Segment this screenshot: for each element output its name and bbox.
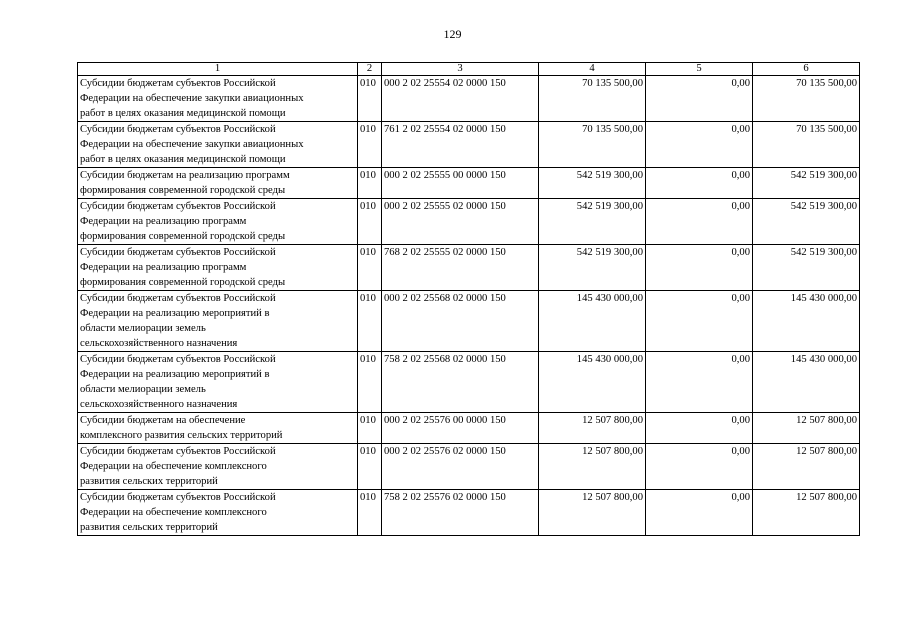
description-line: сельскохозяйственного назначения bbox=[80, 399, 238, 410]
row-description bbox=[78, 413, 358, 444]
row-description bbox=[78, 490, 358, 536]
description-line: комплексного развития сельских территорий bbox=[80, 430, 283, 441]
total-cell: 70 135 500,00 bbox=[753, 76, 860, 122]
row-description bbox=[78, 352, 358, 413]
budget-code-cell: 000 2 02 25555 00 0000 150 bbox=[382, 168, 539, 199]
description-line: Субсидии бюджетам на обеспечение bbox=[80, 415, 246, 426]
change-cell: 0,00 bbox=[646, 444, 753, 490]
column-header: 4 bbox=[539, 63, 646, 76]
admin-code-cell: 010 bbox=[358, 291, 382, 352]
change-cell: 0,00 bbox=[646, 291, 753, 352]
row-description bbox=[78, 245, 358, 291]
change-cell: 0,00 bbox=[646, 490, 753, 536]
description-line: формирования современной городской среды bbox=[80, 231, 286, 242]
budget-table bbox=[77, 62, 860, 536]
description-line: Федерации на обеспечение комплексного bbox=[80, 507, 267, 518]
table-row bbox=[78, 444, 860, 490]
budget-code-cell: 758 2 02 25576 02 0000 150 bbox=[382, 490, 539, 536]
amount-cell: 145 430 000,00 bbox=[539, 352, 646, 413]
table-row bbox=[78, 352, 860, 413]
description-line: Федерации на обеспечение закупки авиационных bbox=[80, 93, 304, 104]
description-line: работ в целях оказания медицинской помощи bbox=[80, 108, 286, 119]
description-line: Федерации на реализацию программ bbox=[80, 216, 247, 227]
row-description bbox=[78, 444, 358, 490]
total-cell: 12 507 800,00 bbox=[753, 490, 860, 536]
description-line: Федерации на обеспечение закупки авиационных bbox=[80, 139, 304, 150]
change-cell: 0,00 bbox=[646, 122, 753, 168]
change-cell: 0,00 bbox=[646, 245, 753, 291]
description-line: Субсидии бюджетам субъектов Российской bbox=[80, 247, 276, 258]
description-line: Федерации на реализацию мероприятий в bbox=[80, 308, 270, 319]
description-line: сельскохозяйственного назначения bbox=[80, 338, 238, 349]
column-header: 2 bbox=[358, 63, 382, 76]
budget-code-cell: 000 2 02 25576 00 0000 150 bbox=[382, 413, 539, 444]
description-line: Субсидии бюджетам субъектов Российской bbox=[80, 354, 276, 365]
description-line: Субсидии бюджетам субъектов Российской bbox=[80, 446, 276, 457]
description-line: формирования современной городской среды bbox=[80, 277, 286, 288]
budget-code-cell: 768 2 02 25555 02 0000 150 bbox=[382, 245, 539, 291]
row-description bbox=[78, 122, 358, 168]
budget-code-cell: 761 2 02 25554 02 0000 150 bbox=[382, 122, 539, 168]
row-description bbox=[78, 291, 358, 352]
column-header: 5 bbox=[646, 63, 753, 76]
total-cell: 12 507 800,00 bbox=[753, 444, 860, 490]
admin-code-cell: 010 bbox=[358, 413, 382, 444]
amount-cell: 12 507 800,00 bbox=[539, 413, 646, 444]
admin-code-cell: 010 bbox=[358, 490, 382, 536]
table-row bbox=[78, 245, 860, 291]
table-row bbox=[78, 490, 860, 536]
page-number: 129 bbox=[443, 27, 462, 41]
description-line: Субсидии бюджетам субъектов Российской bbox=[80, 293, 276, 304]
description-line: Субсидии бюджетам субъектов Российской bbox=[80, 201, 276, 212]
table-row bbox=[78, 168, 860, 199]
budget-code-cell: 000 2 02 25576 02 0000 150 bbox=[382, 444, 539, 490]
column-header: 1 bbox=[78, 63, 358, 76]
change-cell: 0,00 bbox=[646, 352, 753, 413]
amount-cell: 70 135 500,00 bbox=[539, 76, 646, 122]
column-header: 3 bbox=[382, 63, 539, 76]
budget-code-cell: 000 2 02 25568 02 0000 150 bbox=[382, 291, 539, 352]
table-row bbox=[78, 76, 860, 122]
table-row bbox=[78, 199, 860, 245]
budget-code-cell: 000 2 02 25554 02 0000 150 bbox=[382, 76, 539, 122]
amount-cell: 145 430 000,00 bbox=[539, 291, 646, 352]
row-description bbox=[78, 168, 358, 199]
description-line: Субсидии бюджетам субъектов Российской bbox=[80, 492, 276, 503]
description-line: формирования современной городской среды bbox=[80, 185, 286, 196]
row-description bbox=[78, 76, 358, 122]
total-cell: 12 507 800,00 bbox=[753, 413, 860, 444]
total-cell: 145 430 000,00 bbox=[753, 291, 860, 352]
description-line: Федерации на реализацию мероприятий в bbox=[80, 369, 270, 380]
admin-code-cell: 010 bbox=[358, 76, 382, 122]
change-cell: 0,00 bbox=[646, 168, 753, 199]
admin-code-cell: 010 bbox=[358, 199, 382, 245]
column-header: 6 bbox=[753, 63, 860, 76]
budget-code-cell: 000 2 02 25555 02 0000 150 bbox=[382, 199, 539, 245]
total-cell: 542 519 300,00 bbox=[753, 199, 860, 245]
description-line: развития сельских территорий bbox=[80, 476, 218, 487]
amount-cell: 542 519 300,00 bbox=[539, 199, 646, 245]
total-cell: 70 135 500,00 bbox=[753, 122, 860, 168]
total-cell: 542 519 300,00 bbox=[753, 168, 860, 199]
total-cell: 145 430 000,00 bbox=[753, 352, 860, 413]
amount-cell: 542 519 300,00 bbox=[539, 168, 646, 199]
admin-code-cell: 010 bbox=[358, 245, 382, 291]
description-line: Субсидии бюджетам на реализацию программ bbox=[80, 170, 290, 181]
table-row bbox=[78, 291, 860, 352]
budget-code-cell: 758 2 02 25568 02 0000 150 bbox=[382, 352, 539, 413]
table-row bbox=[78, 122, 860, 168]
description-line: развития сельских территорий bbox=[80, 522, 218, 533]
table-header-row bbox=[78, 63, 860, 76]
description-line: Федерации на реализацию программ bbox=[80, 262, 247, 273]
description-line: работ в целях оказания медицинской помощи bbox=[80, 154, 286, 165]
row-description bbox=[78, 199, 358, 245]
description-line: Субсидии бюджетам субъектов Российской bbox=[80, 78, 276, 89]
description-line: области мелиорации земель bbox=[80, 323, 206, 334]
description-line: Федерации на обеспечение комплексного bbox=[80, 461, 267, 472]
admin-code-cell: 010 bbox=[358, 352, 382, 413]
amount-cell: 12 507 800,00 bbox=[539, 490, 646, 536]
amount-cell: 70 135 500,00 bbox=[539, 122, 646, 168]
change-cell: 0,00 bbox=[646, 76, 753, 122]
amount-cell: 12 507 800,00 bbox=[539, 444, 646, 490]
description-line: Субсидии бюджетам субъектов Российской bbox=[80, 124, 276, 135]
description-line: области мелиорации земель bbox=[80, 384, 206, 395]
total-cell: 542 519 300,00 bbox=[753, 245, 860, 291]
admin-code-cell: 010 bbox=[358, 168, 382, 199]
amount-cell: 542 519 300,00 bbox=[539, 245, 646, 291]
admin-code-cell: 010 bbox=[358, 122, 382, 168]
admin-code-cell: 010 bbox=[358, 444, 382, 490]
change-cell: 0,00 bbox=[646, 199, 753, 245]
table-row bbox=[78, 413, 860, 444]
change-cell: 0,00 bbox=[646, 413, 753, 444]
